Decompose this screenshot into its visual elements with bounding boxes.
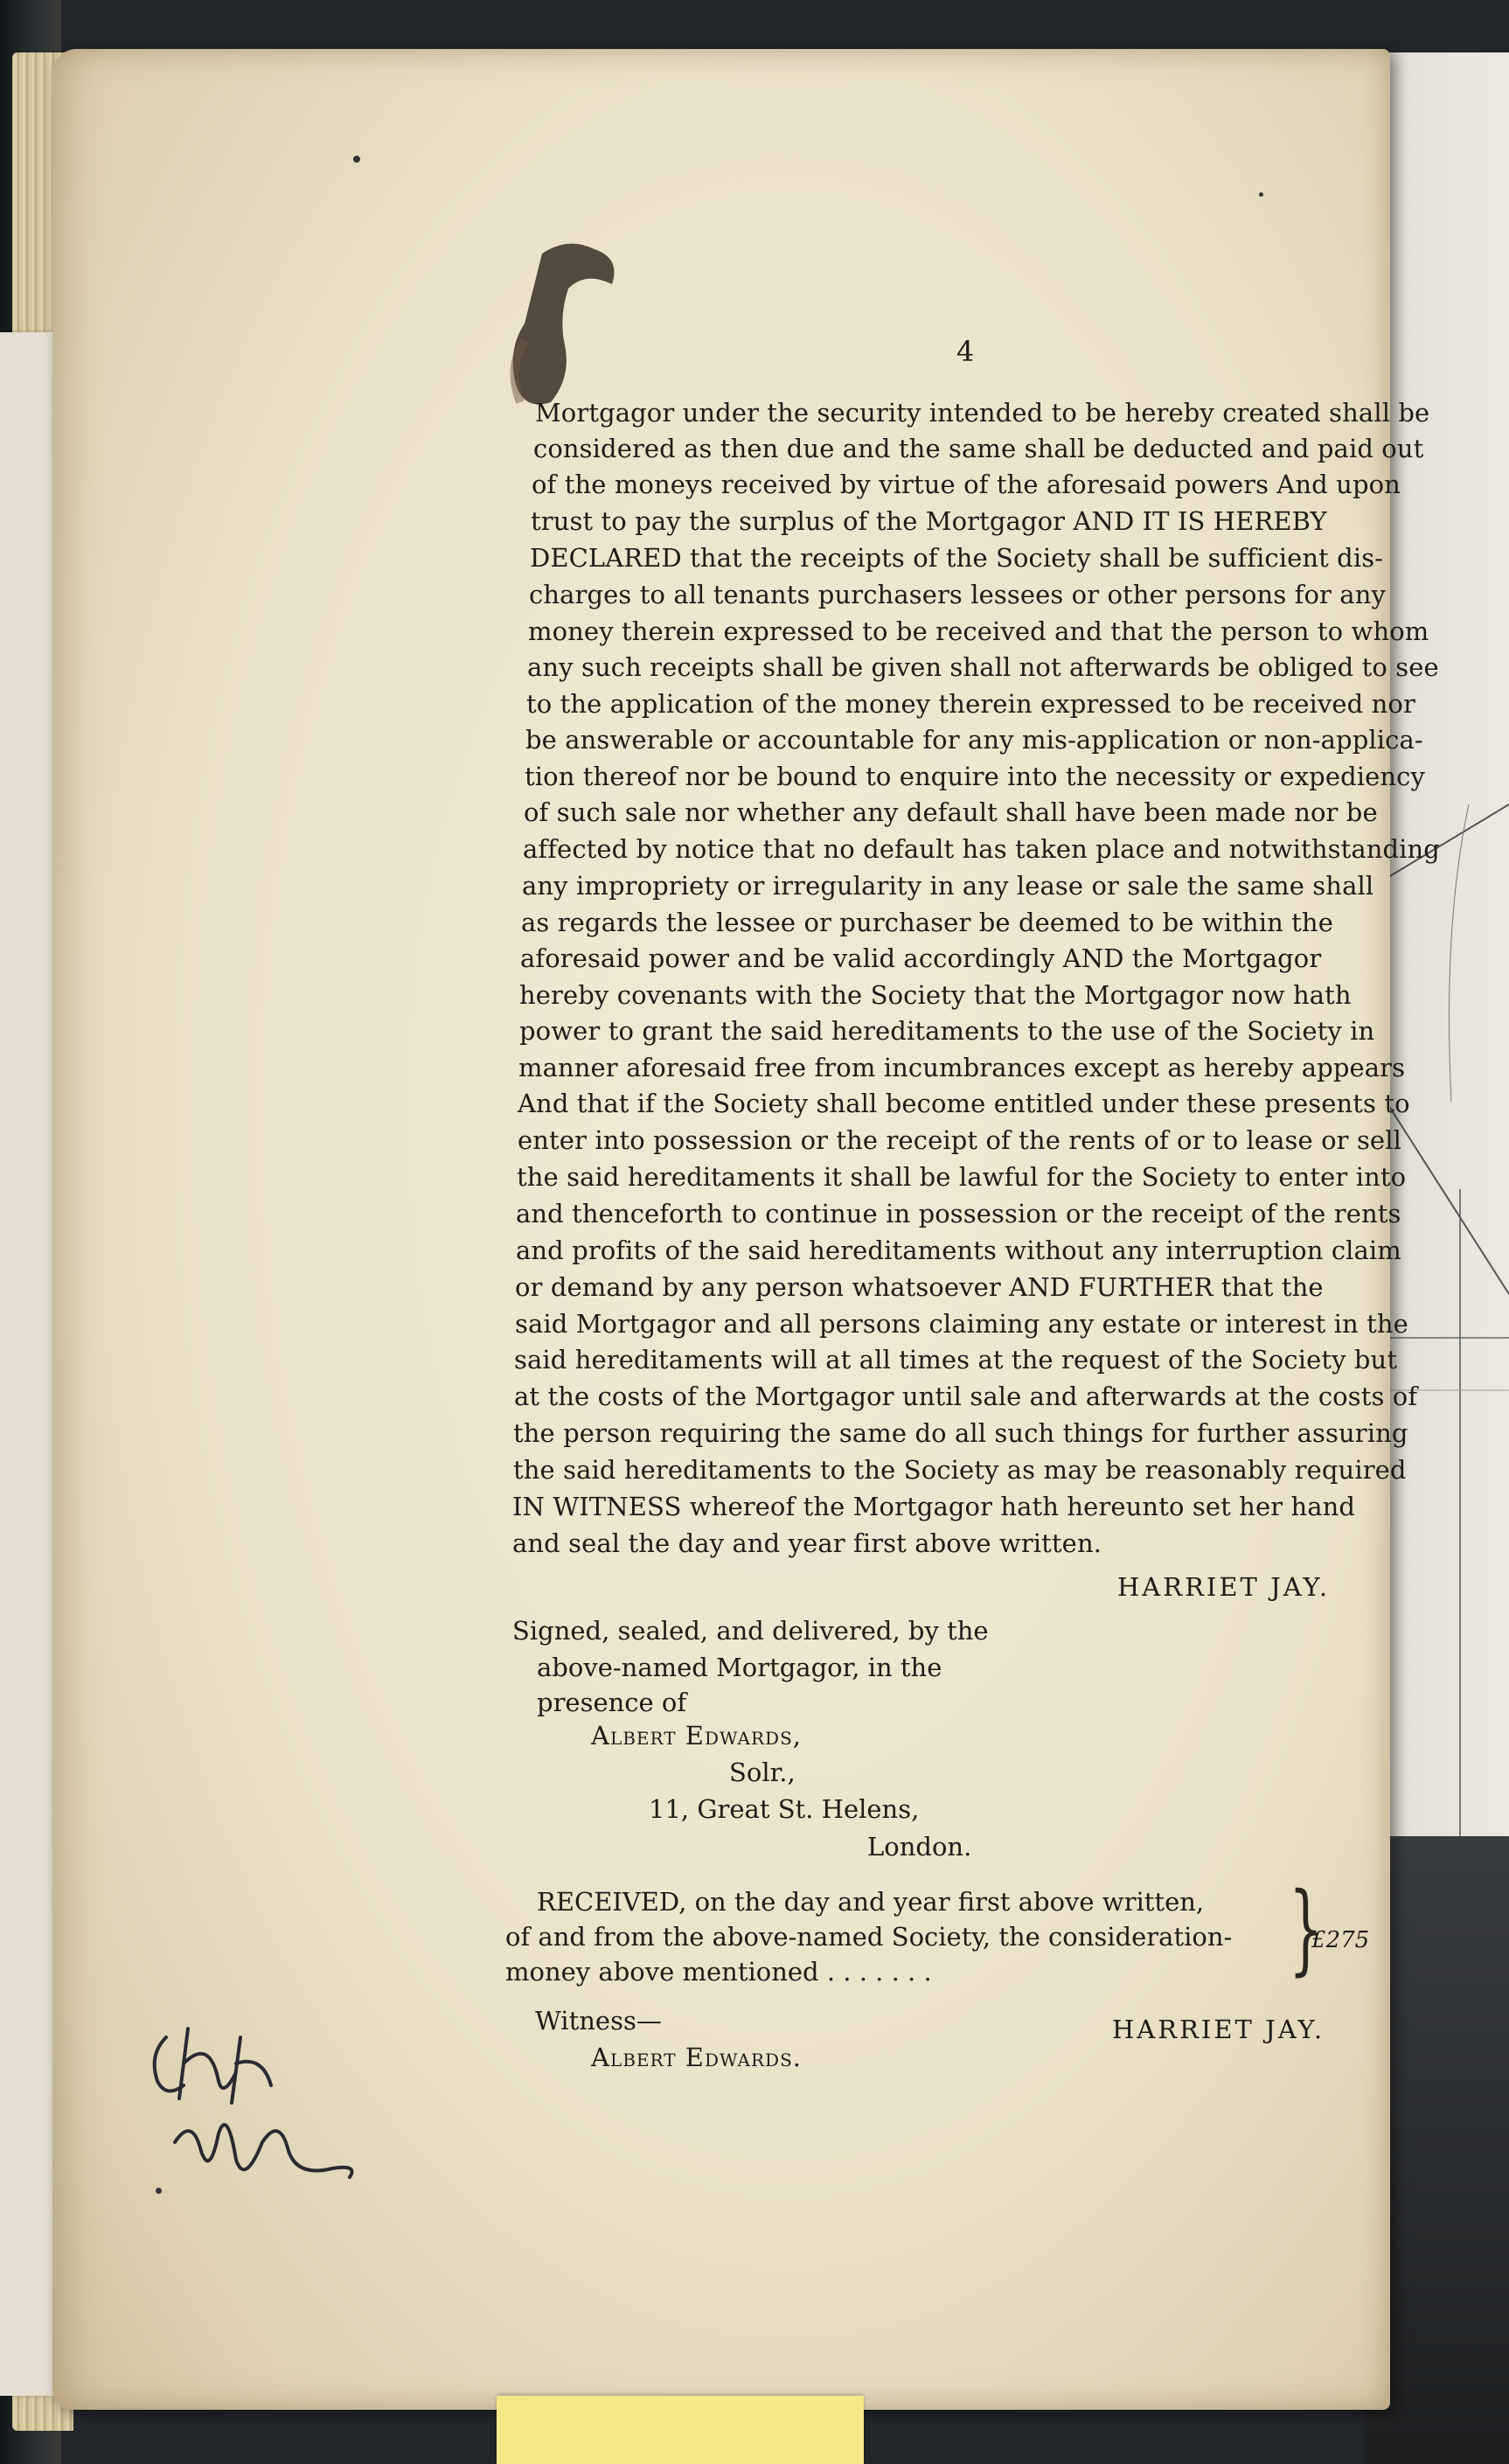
- handwritten-initials: [140, 2002, 385, 2230]
- witness-city: London.: [867, 1832, 972, 1862]
- receipt-amount: £275: [1311, 1927, 1370, 1953]
- witness-name: Albert Edwards,: [591, 1721, 803, 1751]
- body-line: tion thereof nor be bound to enquire into the necessity or expediency: [525, 762, 1425, 791]
- body-line: any such receipts shall be given shall not afterwards be obliged to see: [527, 652, 1439, 682]
- body-line: hereby covenants with the Society that the Mortgagor now hath: [519, 980, 1352, 1010]
- dust-speck: [1259, 192, 1263, 197]
- body-line: Mortgagor under the security intended to be hereby created shall be: [535, 398, 1430, 428]
- mortgagor-signature: HARRIET JAY.: [1117, 1572, 1331, 1602]
- witness-label: Witness—: [535, 2006, 662, 2036]
- body-line: of such sale nor whether any default shall have been made nor be: [524, 797, 1378, 827]
- attestation-line: Signed, sealed, and delivered, by the: [512, 1616, 989, 1646]
- sticky-note: [497, 2396, 864, 2464]
- body-line: and profits of the said hereditaments without any interruption claim: [516, 1235, 1401, 1265]
- body-line: and thenceforth to continue in possession or the receipt of the rents: [516, 1199, 1401, 1229]
- body-line: And that if the Society shall become entitled under these presents to: [518, 1089, 1410, 1118]
- body-line: said Mortgagor and all persons claiming any estate or interest in the: [515, 1309, 1408, 1339]
- receipt-line: RECEIVED, on the day and year first above written,: [537, 1887, 1205, 1917]
- body-line: enter into possession or the receipt of the rents of or to lease or sell: [518, 1125, 1401, 1155]
- witness-address: 11, Great St. Helens,: [649, 1794, 920, 1824]
- receipt-line: of and from the above-named Society, the consideration-: [505, 1922, 1233, 1952]
- attestation-line: presence of: [537, 1688, 687, 1717]
- body-line: as regards the lessee or purchaser be deemed to be within the: [521, 908, 1333, 937]
- body-line: be answerable or accountable for any mis-application or non-applica-: [525, 725, 1423, 755]
- body-line: IN WITNESS whereof the Mortgagor hath hereunto set her hand: [512, 1492, 1356, 1521]
- body-line: affected by notice that no default has taken place and notwithstanding: [523, 834, 1440, 864]
- body-line: the person requiring the same do all such things for further assuring: [513, 1418, 1408, 1448]
- body-line: and seal the day and year first above written.: [512, 1528, 1102, 1558]
- body-line: manner aforesaid free from incumbrances except as hereby appears: [518, 1053, 1406, 1082]
- body-line: the said hereditaments to the Society as may be reasonably required: [513, 1455, 1407, 1485]
- body-line: or demand by any person whatsoever AND FURTHER that the: [515, 1272, 1324, 1302]
- witness-signature-name: Albert Edwards.: [591, 2043, 803, 2072]
- body-line: charges to all tenants purchasers lessees or other persons for any: [529, 580, 1386, 609]
- dust-speck: [353, 156, 360, 163]
- body-line: DECLARED that the receipts of the Society shall be sufficient dis-: [530, 543, 1384, 573]
- body-line: considered as then due and the same shall be deducted and paid out: [533, 434, 1424, 463]
- body-line: trust to pay the surplus of the Mortgagor AND IT IS HEREBY: [531, 506, 1327, 536]
- receipt-line: money above mentioned . . . . . . .: [505, 1957, 932, 1987]
- body-line: at the costs of the Mortgagor until sale and afterwards at the costs of: [514, 1382, 1418, 1411]
- body-line: said hereditaments will at all times at the request of the Society but: [514, 1345, 1398, 1375]
- ink-stain: [490, 236, 621, 411]
- body-line: aforesaid power and be valid accordingly AND the Mortgagor: [520, 943, 1322, 973]
- attestation-line: above-named Mortgagor, in the: [537, 1653, 942, 1682]
- receipt-signature: HARRIET JAY.: [1112, 2015, 1325, 2044]
- body-line: power to grant the said hereditaments to the use of the Society in: [519, 1016, 1375, 1046]
- page-number: 4: [956, 335, 975, 368]
- witness-title: Solr.,: [729, 1758, 796, 1787]
- body-line: the said hereditaments it shall be lawful for the Society to enter into: [517, 1162, 1407, 1192]
- body-line: of the moneys received by virtue of the aforesaid powers And upon: [532, 470, 1401, 499]
- body-line: to the application of the money therein expressed to be received nor: [526, 689, 1415, 719]
- body-line: money therein expressed to be received and that the person to whom: [528, 616, 1429, 646]
- receipt-brace: }: [1289, 1872, 1324, 1986]
- body-line: any impropriety or irregularity in any lease or sale the same shall: [522, 871, 1374, 901]
